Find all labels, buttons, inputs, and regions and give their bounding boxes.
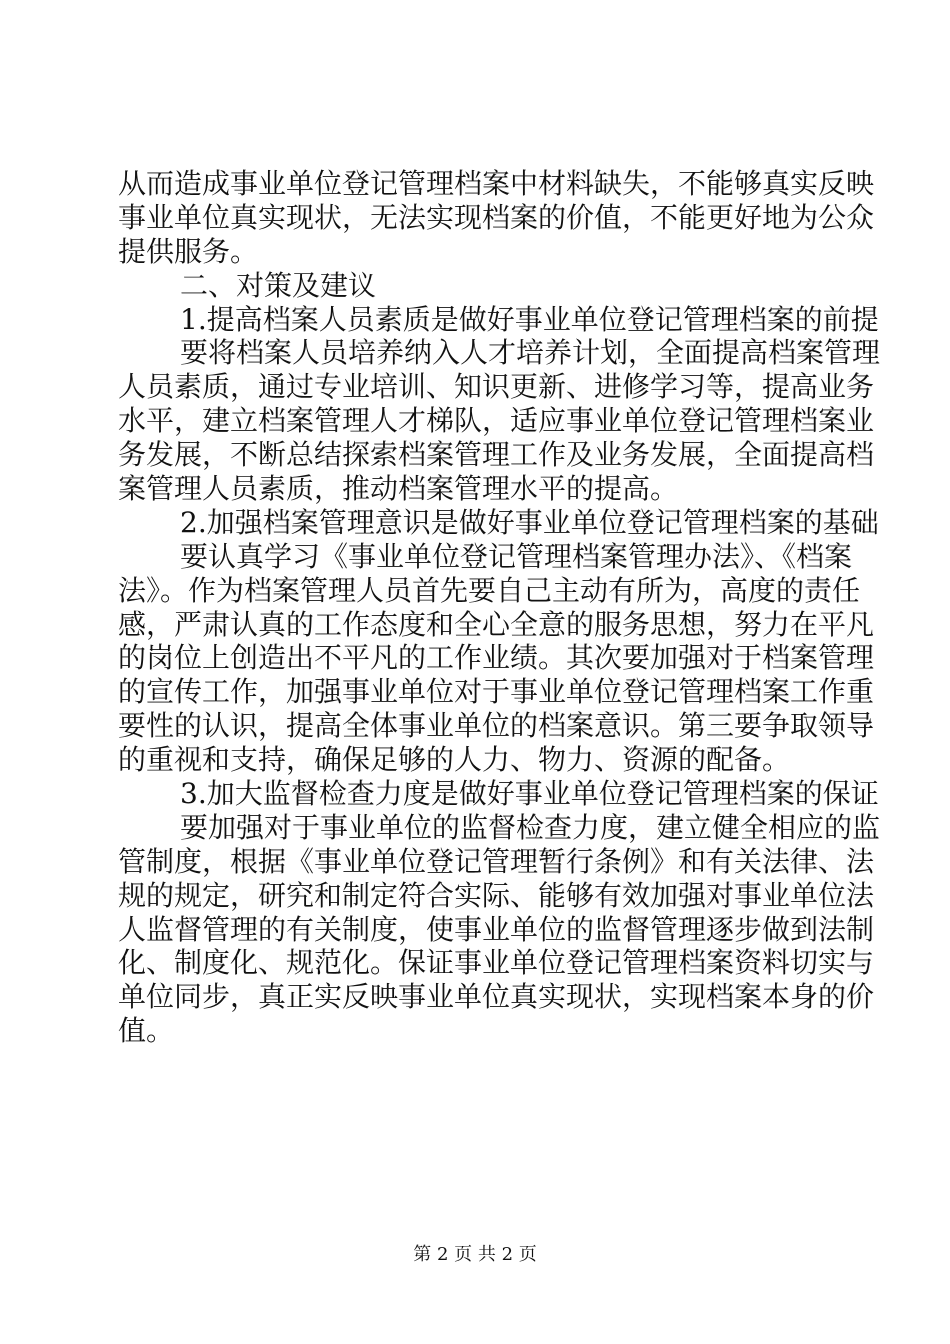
paragraph-line: 的岗位上创造出不平凡的工作业绩。其次要加强对于档案管理 — [118, 641, 875, 675]
paragraph-line: 单位同步，真正实反映事业单位真实现状，实现档案本身的价 — [118, 980, 875, 1014]
paragraph-line: 的重视和支持，确保足够的人力、物力、资源的配备。 — [118, 743, 791, 777]
paragraph-line: 感，严肃认真的工作态度和全心全意的服务思想，努力在平凡 — [118, 607, 875, 641]
document-body — [118, 167, 881, 1048]
subsection-heading-2: 2.加强档案管理意识是做好事业单位登记管理档案的基础 — [180, 505, 879, 539]
paragraph-line: 人监督管理的有关制度，使事业单位的监督管理逐步做到法制 — [118, 912, 875, 946]
paragraph-line: 水平，建立档案管理人才梯队，适应事业单位登记管理档案业 — [118, 404, 875, 438]
page-number-footer: 第 2 页 共 2 页 — [413, 1244, 537, 1265]
section-heading: 二、对策及建议 — [180, 268, 377, 302]
paragraph-line: 要认真学习《事业单位登记管理档案管理办法》、《档案 — [180, 539, 853, 573]
paragraph-line: 值。 — [118, 1014, 175, 1048]
paragraph-line: 要加强对于事业单位的监督检查力度，建立健全相应的监 — [180, 810, 881, 844]
paragraph-line: 法》。作为档案管理人员首先要自己主动有所为，高度的责任 — [118, 573, 861, 607]
paragraph-line: 规的规定，研究和制定符合实际、能够有效加强对事业单位法 — [118, 878, 875, 912]
paragraph-line: 案管理人员素质，推动档案管理水平的提高。 — [118, 472, 679, 506]
paragraph-line: 的宣传工作，加强事业单位对于事业单位登记管理档案工作重 — [118, 675, 875, 709]
paragraph-line: 人员素质，通过专业培训、知识更新、进修学习等，提高业务 — [118, 370, 875, 404]
paragraph-line: 化、制度化、规范化。保证事业单位登记管理档案资料切实与 — [118, 946, 875, 980]
paragraph-line: 务发展，不断总结探索档案管理工作及业务发展，全面提高档 — [118, 438, 875, 472]
paragraph-line: 事业单位真实现状，无法实现档案的价值，不能更好地为公众 — [118, 200, 875, 234]
subsection-heading-3: 3.加大监督检查力度是做好事业单位登记管理档案的保证 — [180, 777, 879, 811]
paragraph-line: 提供服务。 — [118, 234, 259, 268]
paragraph-line: 从而造成事业单位登记管理档案中材料缺失，不能够真实反映 — [118, 167, 875, 200]
paragraph-line: 要将档案人员培养纳入人才培养计划，全面提高档案管理 — [180, 336, 881, 370]
subsection-heading-1: 1.提高档案人员素质是做好事业单位登记管理档案的前提 — [180, 302, 879, 336]
paragraph-line: 管制度，根据《事业单位登记管理暂行条例》和有关法律、法 — [118, 844, 875, 878]
paragraph-line: 要性的认识，提高全体事业单位的档案意识。第三要争取领导 — [118, 709, 875, 743]
